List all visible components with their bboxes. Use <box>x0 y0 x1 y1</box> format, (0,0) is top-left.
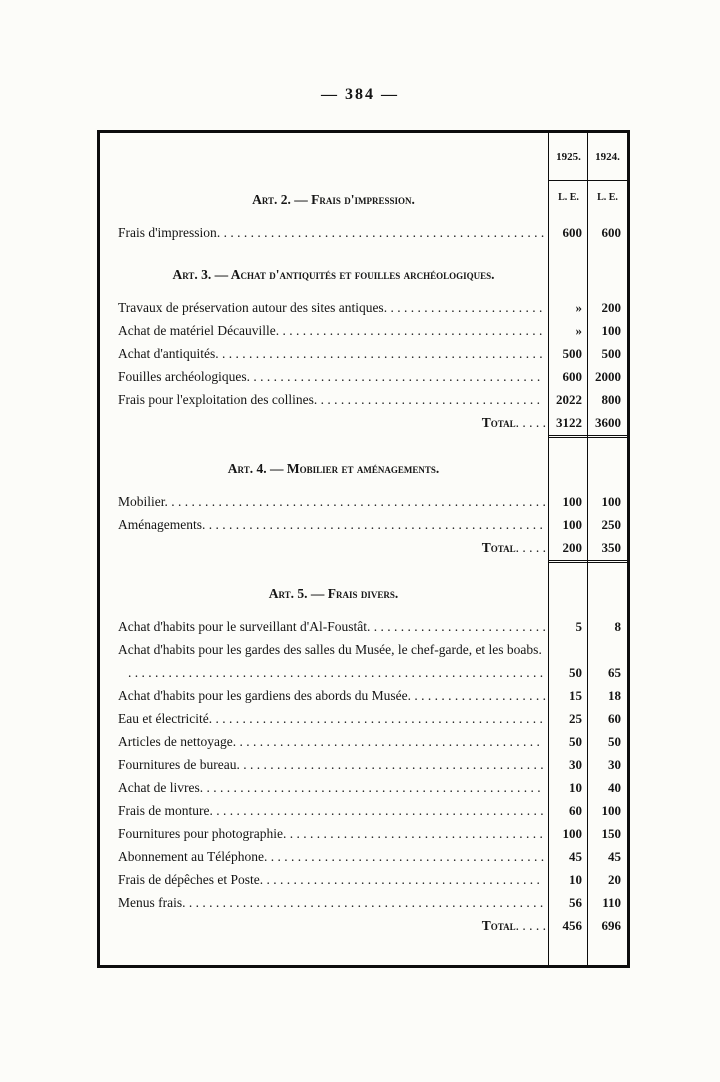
value-1924-cell: 500 <box>601 346 621 361</box>
section-heading: Art. 3. — Achat d'antiquités et fouilles archéologiques. <box>172 267 495 282</box>
value-1925-cell: 200 <box>562 540 582 555</box>
value-1925-cell: 500 <box>562 346 582 361</box>
value-1924-cell: 250 <box>601 517 621 532</box>
table-row <box>118 845 627 868</box>
value-1925-cell: 2022 <box>556 392 582 407</box>
row-label-flow <box>118 776 546 799</box>
table-row <box>118 730 627 753</box>
total-row <box>118 914 627 937</box>
table-row <box>118 638 627 684</box>
table-content <box>100 133 627 965</box>
row-label: Travaux de préservation autour des sites antiques <box>118 300 384 315</box>
row-label-flow <box>118 296 546 319</box>
table-row <box>118 365 627 388</box>
unit-header-1924: L. E. <box>597 191 618 203</box>
col-header-1925: 1925. <box>556 150 581 163</box>
total-label-wrap <box>118 914 546 937</box>
dot-leader <box>516 536 546 559</box>
value-1925-cell: 3122 <box>556 415 582 430</box>
value-1925-cell: 100 <box>562 826 582 841</box>
row-label-flow <box>118 342 546 365</box>
row-label-flow <box>118 638 546 684</box>
section-heading: Art. 4. — Mobilier et aménagements. <box>227 461 440 476</box>
total-double-rule <box>549 435 627 438</box>
col-header-1924: 1924. <box>595 150 620 163</box>
row-label-flow <box>118 822 546 845</box>
section-rows <box>118 615 627 937</box>
row-label-flow <box>118 799 546 822</box>
value-1925-cell: » <box>575 323 582 338</box>
section-rows <box>118 296 627 438</box>
table-section <box>118 460 627 563</box>
table-row <box>118 296 627 319</box>
row-label: Abonnement au Téléphone <box>118 849 264 864</box>
table-row <box>118 490 627 513</box>
value-1924-cell: 65 <box>608 665 621 680</box>
value-1924-cell: 100 <box>601 323 621 338</box>
table-row <box>118 799 627 822</box>
value-1924-cell: 800 <box>601 392 621 407</box>
value-1925-cell: 15 <box>569 688 582 703</box>
value-1925-cell: 5 <box>575 619 582 634</box>
value-1924-cell: 50 <box>608 734 621 749</box>
value-1925-cell: 600 <box>562 369 582 384</box>
total-label: Total <box>481 540 516 555</box>
section-heading: Art. 5. — Frais divers. <box>268 586 399 601</box>
total-label-wrap <box>118 536 546 559</box>
table-row <box>118 822 627 845</box>
table-row <box>118 221 627 244</box>
value-1925-cell: 100 <box>562 494 582 509</box>
value-1924-cell: 696 <box>601 918 621 933</box>
row-label: Achat d'antiquités <box>118 346 216 361</box>
table-row <box>118 868 627 891</box>
unit-header-1925: L. E. <box>558 191 579 203</box>
value-1925-cell: 45 <box>569 849 582 864</box>
total-double-rule <box>549 560 627 563</box>
table-row <box>118 753 627 776</box>
row-label: Menus frais <box>118 895 183 910</box>
total-row <box>118 536 627 559</box>
row-label: Achat de livres <box>118 780 200 795</box>
value-1924-cell: 45 <box>608 849 621 864</box>
value-1925-cell: 10 <box>569 872 582 887</box>
table-row <box>118 891 627 914</box>
row-label: Achat d'habits pour les gardiens des abords du Musée <box>118 688 408 703</box>
row-label-flow <box>118 365 546 388</box>
value-1924-cell: 110 <box>602 895 621 910</box>
row-label: Fournitures de bureau <box>118 757 237 772</box>
row-label: Frais de dépêches et Poste <box>118 872 260 887</box>
row-label-flow <box>118 319 546 342</box>
row-label: Achat d'habits pour le surveillant d'Al-Foustât <box>118 619 367 634</box>
value-1924-cell: 2000 <box>595 369 621 384</box>
value-1925-cell: 56 <box>569 895 582 910</box>
value-1924-cell: 40 <box>608 780 621 795</box>
value-1924-cell: 100 <box>601 803 621 818</box>
table-row <box>118 513 627 536</box>
value-1924-cell: 150 <box>601 826 621 841</box>
row-label-flow <box>118 684 546 707</box>
value-1924-cell: 60 <box>608 711 621 726</box>
row-label: Achat de matériel Décauville <box>118 323 276 338</box>
value-1925-cell: 25 <box>569 711 582 726</box>
row-label: Frais d'impression <box>118 225 217 240</box>
table-row <box>118 319 627 342</box>
value-1925-cell: » <box>575 300 582 315</box>
value-1925-cell: 50 <box>569 665 582 680</box>
total-label-wrap <box>118 411 546 434</box>
section-rows <box>118 490 627 563</box>
value-1924-cell: 3600 <box>595 415 621 430</box>
table-row <box>118 615 627 638</box>
row-label-flow <box>118 730 546 753</box>
row-label-flow <box>118 615 546 638</box>
row-label: Frais pour l'exploitation des collines <box>118 392 314 407</box>
table-section <box>118 266 627 438</box>
value-1925-cell: 456 <box>562 918 582 933</box>
value-1925-cell: 600 <box>562 225 582 240</box>
row-label-flow <box>118 753 546 776</box>
value-1924-cell: 8 <box>614 619 621 634</box>
total-label: Total <box>481 918 516 933</box>
value-1924-cell: 20 <box>608 872 621 887</box>
row-label: Fournitures pour photographie <box>118 826 283 841</box>
row-label-flow <box>118 845 546 868</box>
value-1924-cell: 18 <box>608 688 621 703</box>
row-label: Fouilles archéologiques <box>118 369 247 384</box>
value-1924-cell: 200 <box>601 300 621 315</box>
table-row <box>118 776 627 799</box>
section-rows <box>118 221 627 244</box>
total-row <box>118 411 627 434</box>
row-label: Eau et électricité <box>118 711 209 726</box>
row-label: Mobilier <box>118 494 165 509</box>
dot-leader <box>516 411 546 434</box>
row-label: Articles de nettoyage <box>118 734 233 749</box>
value-1925-cell: 100 <box>562 517 582 532</box>
row-label-flow <box>118 707 546 730</box>
table-section <box>118 191 627 244</box>
value-1925-cell: 50 <box>569 734 582 749</box>
section-heading: Art. 2. — Frais d'impression. <box>252 192 415 207</box>
table-section <box>118 585 627 937</box>
row-label-flow <box>118 388 546 411</box>
row-label-flow <box>118 513 546 536</box>
value-1924-cell: 30 <box>608 757 621 772</box>
table-row <box>118 342 627 365</box>
value-1924-cell: 350 <box>601 540 621 555</box>
page-number: — 384 — <box>321 86 399 103</box>
value-1925-cell: 60 <box>569 803 582 818</box>
row-label: Aménagements <box>118 517 202 532</box>
row-label-flow <box>118 868 546 891</box>
table-row <box>118 684 627 707</box>
row-label-flow <box>118 490 546 513</box>
row-label-flow <box>118 221 546 244</box>
value-1925-cell: 10 <box>569 780 582 795</box>
total-label: Total <box>481 415 516 430</box>
row-label: Frais de monture <box>118 803 210 818</box>
value-1924-cell: 100 <box>601 494 621 509</box>
value-1925-cell: 30 <box>569 757 582 772</box>
budget-table <box>97 130 630 968</box>
row-label: Achat d'habits pour les gardes des salles du Musée, le chef-garde, et les boabs <box>118 642 539 657</box>
table-row <box>118 388 627 411</box>
table-row <box>118 707 627 730</box>
dot-leader <box>516 914 546 937</box>
row-label-flow <box>118 891 546 914</box>
value-1924-cell: 600 <box>601 225 621 240</box>
